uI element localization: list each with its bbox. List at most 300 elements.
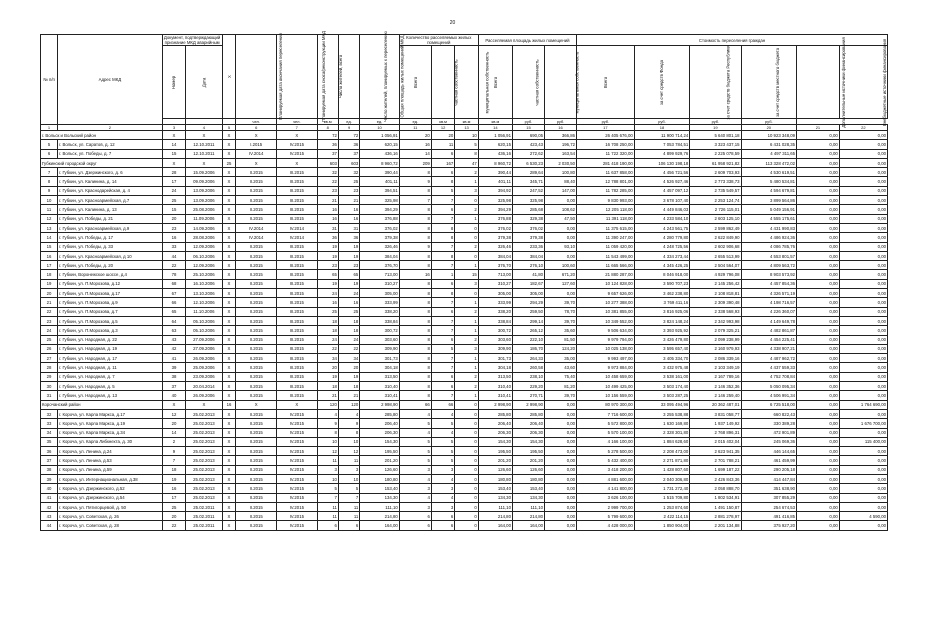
table-cell: 0,00 xyxy=(839,521,887,530)
table-cell: X xyxy=(222,484,236,493)
table-cell: 4 457 097,12 xyxy=(634,186,690,195)
table-row xyxy=(41,512,888,521)
table-cell: 32 xyxy=(317,168,338,177)
table-cell: 0,00 xyxy=(797,512,840,521)
header-total-area: Общая площадь жилых помещений МКД xyxy=(360,35,400,119)
table-cell: 0,00 xyxy=(545,512,577,521)
table-cell: 19 xyxy=(338,251,359,260)
table-cell: III.2015 xyxy=(276,391,317,400)
table-cell: 671,20 xyxy=(545,270,577,279)
table-cell: 4 594 679,81 xyxy=(741,186,797,195)
table-cell: 325,98 xyxy=(478,196,512,205)
table-cell: X xyxy=(236,131,277,140)
table-row xyxy=(41,168,888,177)
table-cell: II.2015 xyxy=(236,251,277,260)
table-cell: 19 xyxy=(338,279,359,288)
table-cell: 34 xyxy=(338,354,359,363)
table-cell: 3 678 107,40 xyxy=(634,196,690,205)
table-cell: 4 590,00 xyxy=(839,512,887,521)
address-cell: г. Короча, ул. Карла Маркса, д.17 xyxy=(58,409,163,418)
row-number: 14 xyxy=(41,233,58,242)
table-cell: 10 923 348,09 xyxy=(741,131,797,140)
table-row xyxy=(41,382,888,391)
table-cell: 1 xyxy=(431,270,454,279)
table-cell: 260,58 xyxy=(512,363,544,372)
table-cell: 7 xyxy=(431,354,454,363)
table-cell: 12 205 118,00 xyxy=(577,205,635,214)
table-cell: X xyxy=(222,233,236,242)
table-cell: II.2015 xyxy=(236,456,277,465)
table-cell: 4 506 991,34 xyxy=(741,391,797,400)
table-cell: X xyxy=(222,363,236,372)
table-cell: III.2015 xyxy=(276,354,317,363)
table-cell: 265,12 xyxy=(512,326,544,335)
unit-cell: руб. xyxy=(545,119,577,125)
table-cell: III.2015 xyxy=(276,270,317,279)
table-row xyxy=(41,363,888,372)
table-cell: 81,20 xyxy=(545,382,577,391)
table-cell: 1 xyxy=(455,391,478,400)
row-number: 20 xyxy=(41,289,58,298)
header-occupants: Число жителей, всего xyxy=(317,35,338,119)
table-cell: 4 428 000,00 xyxy=(577,521,635,530)
table-cell: 154,30 xyxy=(478,437,512,446)
table-cell: III.2015 xyxy=(276,251,317,260)
table-cell: 20 362 487,01 xyxy=(690,400,741,409)
group-total-row xyxy=(41,158,888,167)
table-cell: II.2015 xyxy=(236,409,277,418)
table-cell: 0,00 xyxy=(797,502,840,511)
table-cell: 3 590 707,23 xyxy=(634,279,690,288)
header-occupants-planned: Число жителей, планируемых к переселению xyxy=(338,35,359,119)
table-cell: 0,00 xyxy=(545,484,577,493)
table-cell: 7 053 784,51 xyxy=(634,140,690,149)
table-cell: II.2015 xyxy=(236,419,277,428)
unit-cell: руб. xyxy=(690,119,741,125)
table-cell: 31 xyxy=(338,223,359,232)
table-cell: III.2015 xyxy=(276,205,317,214)
table-cell: 24 xyxy=(162,186,185,195)
table-cell: 0 xyxy=(455,456,478,465)
table-cell: II.2015 xyxy=(236,326,277,335)
table-cell: 13.09.2006 xyxy=(186,196,222,205)
table-cell: 2 108 818,81 xyxy=(690,289,741,298)
table-cell: 0,00 xyxy=(797,279,840,288)
table-cell: 294,29 xyxy=(512,298,544,307)
table-cell: 4 xyxy=(399,474,431,483)
column-number: 16 xyxy=(545,125,577,131)
page-number: 20 xyxy=(449,20,456,26)
table-cell: 8 960,72 xyxy=(360,158,400,167)
header-address: Адрес МКД xyxy=(58,35,163,125)
header-cost-fund: за счет средств Фонда xyxy=(634,46,690,119)
table-row xyxy=(41,205,888,214)
table-cell: 305,00 xyxy=(478,289,512,298)
table-cell: 63 xyxy=(162,326,185,335)
table-cell: 206,40 xyxy=(360,419,400,428)
row-number: 43 xyxy=(41,512,58,521)
table-cell: 376,02 xyxy=(478,223,512,232)
table-cell: 134,30 xyxy=(478,493,512,502)
header-area-private: частная собственность xyxy=(512,46,544,119)
table-cell: 3 831 058,77 xyxy=(690,409,741,418)
table-cell: 37 xyxy=(317,149,338,158)
row-number: 12 xyxy=(41,214,58,223)
table-cell: 4 334 273,44 xyxy=(634,251,690,260)
address-cell: г. Короча, ул. Карла Маркса, д.34 xyxy=(58,428,163,437)
row-number: 23 xyxy=(41,316,58,325)
table-cell: 0,00 xyxy=(839,251,887,260)
address-cell: г. Губкин, ул. Народная, д. 13 xyxy=(58,391,163,400)
table-cell: 3 xyxy=(455,344,478,353)
table-cell: 7 xyxy=(431,326,454,335)
table-cell: 4 530 619,51 xyxy=(741,168,797,177)
table-cell: 16 xyxy=(162,484,185,493)
table-cell: 39 xyxy=(162,363,185,372)
table-cell: 1 xyxy=(455,326,478,335)
table-cell: 6 xyxy=(317,521,338,530)
table-cell: 164,00 xyxy=(478,521,512,530)
row-number: 30 xyxy=(41,382,58,391)
table-cell: X xyxy=(186,158,222,167)
table-cell: 16 xyxy=(162,233,185,242)
table-cell: 4 437 559,33 xyxy=(741,363,797,372)
table-cell: 0,00 xyxy=(797,298,840,307)
table-cell: 0 xyxy=(455,223,478,232)
table-cell: 603 xyxy=(338,158,359,167)
table-cell: 0,00 xyxy=(839,344,887,353)
table-cell: 0,00 xyxy=(797,270,840,279)
table-cell: X xyxy=(222,196,236,205)
table-cell: 20 xyxy=(338,363,359,372)
table-cell: 8 xyxy=(399,372,431,381)
table-cell: 0,00 xyxy=(839,233,887,242)
table-cell: 44 xyxy=(162,251,185,260)
table-cell: 0,00 xyxy=(797,391,840,400)
table-cell: 0 xyxy=(455,289,478,298)
table-cell: 4 226 360,07 xyxy=(741,307,797,316)
header-cost-region: за счет средств бюджета Республики xyxy=(690,46,741,119)
table-cell: X xyxy=(222,326,236,335)
table-cell: 5 xyxy=(338,484,359,493)
table-cell: X xyxy=(162,400,185,409)
table-cell: 5 480 534,81 xyxy=(741,177,797,186)
table-cell: 620,15 xyxy=(360,140,400,149)
row-number: 44 xyxy=(41,521,58,530)
table-cell: 0,00 xyxy=(839,186,887,195)
table-cell: 5 xyxy=(399,456,431,465)
address-cell: г. Короча, ул. Карла Либкнехта, д. 30 xyxy=(58,437,163,446)
table-cell: IV.2015 xyxy=(276,512,317,521)
table-cell: III.2015 xyxy=(276,382,317,391)
table-cell: 0,00 xyxy=(797,493,840,502)
table-cell: 0,00 xyxy=(839,261,887,270)
row-number: 7 xyxy=(41,168,58,177)
table-cell: 7 xyxy=(399,196,431,205)
table-cell: 2 599 862,49 xyxy=(690,223,741,232)
table-cell: 3 xyxy=(455,279,478,288)
table-cell: X xyxy=(222,437,236,446)
table-cell: 285,80 xyxy=(360,409,400,418)
unit-cell: руб. xyxy=(741,119,797,125)
table-cell: 2 225 078,59 xyxy=(690,149,741,158)
table-cell: 8 xyxy=(399,223,431,232)
table-cell: 201,20 xyxy=(478,456,512,465)
address-cell: г. Короча, ул. Советская, д. 28 xyxy=(58,521,163,530)
table-cell: 14 xyxy=(399,149,431,158)
table-cell: 16 xyxy=(317,214,338,223)
table-cell: 238,10 xyxy=(512,372,544,381)
table-cell: 2 768 896,31 xyxy=(690,428,741,437)
table-cell: 2 309 390,48 xyxy=(690,298,741,307)
table-cell: 4 198 716,57 xyxy=(741,298,797,307)
unit-cell: кв.м xyxy=(478,119,512,125)
header-doc-date: Дата xyxy=(186,46,222,119)
table-cell: 0,00 xyxy=(797,316,840,325)
table-cell: 0,00 xyxy=(797,409,840,418)
row-number: 32 xyxy=(41,409,58,418)
table-cell: 0,00 xyxy=(797,149,840,158)
address-cell: г. Короча, ул. Советская, д. 26 xyxy=(58,512,163,521)
table-cell: 20 xyxy=(162,512,185,521)
table-cell: X xyxy=(222,428,236,437)
table-cell: 21 xyxy=(317,391,338,400)
table-cell: 195,50 xyxy=(512,447,544,456)
table-cell: 7 xyxy=(431,298,454,307)
table-cell: 0,00 xyxy=(797,233,840,242)
table-cell: III.2015 xyxy=(276,186,317,195)
table-cell: 163,54 xyxy=(545,149,577,158)
table-cell: 10 458 659,00 xyxy=(577,372,635,381)
table-cell: 209 xyxy=(399,158,431,167)
table-cell: 36 xyxy=(338,140,359,149)
table-row xyxy=(41,391,888,400)
table-cell: 39,70 xyxy=(545,298,577,307)
table-cell: 66 xyxy=(399,400,431,409)
row-number: 16 xyxy=(41,251,58,260)
table-cell: 8 xyxy=(399,316,431,325)
column-number: 3 xyxy=(162,125,185,131)
table-cell: 25.02.2013 xyxy=(186,493,222,502)
table-cell: 0,00 xyxy=(839,335,887,344)
table-cell: 8 xyxy=(431,177,454,186)
table-cell: 201,20 xyxy=(360,456,400,465)
table-cell: 1 xyxy=(455,214,478,223)
table-cell: 4 899 929,76 xyxy=(634,149,690,158)
table-cell: II.2015 xyxy=(236,512,277,521)
table-cell: 2 253 124,74 xyxy=(690,196,741,205)
table-cell: 2 040 306,80 xyxy=(634,474,690,483)
table-cell: 180,80 xyxy=(360,474,400,483)
table-cell: 345,71 xyxy=(512,177,544,186)
table-cell: 4 166 100,00 xyxy=(577,437,635,446)
table-cell: 25.02.2013 xyxy=(186,409,222,418)
table-cell: 15 xyxy=(455,270,478,279)
table-cell: 21 xyxy=(338,196,359,205)
table-cell: 289,64 xyxy=(512,168,544,177)
table-cell: II.2015 xyxy=(236,316,277,325)
table-cell: II.2015 xyxy=(236,354,277,363)
row-number: 35 xyxy=(41,437,58,446)
table-cell: 8 xyxy=(399,289,431,298)
table-cell: 43 xyxy=(162,335,185,344)
column-number: 14 xyxy=(478,125,512,131)
table-cell: 4 345 426,25 xyxy=(634,261,690,270)
table-cell: II.2015 xyxy=(236,242,277,251)
table-cell: 245 069,36 xyxy=(741,437,797,446)
table-cell: 11 722 320,00 xyxy=(577,149,635,158)
table-cell: 6 xyxy=(431,372,454,381)
table-cell: 446 144,65 xyxy=(741,447,797,456)
table-cell: 26 405 676,00 xyxy=(577,131,635,140)
table-cell: IV.2015 xyxy=(276,456,317,465)
table-cell: 0,00 xyxy=(797,400,840,409)
table-cell: X xyxy=(222,223,236,232)
table-cell: 3 323 437,15 xyxy=(690,140,741,149)
table-cell: 126,60 xyxy=(512,465,544,474)
table-cell: 2 086 339,16 xyxy=(690,354,741,363)
table-cell: 4 xyxy=(431,474,454,483)
table-cell: 18 xyxy=(338,316,359,325)
table-cell: 0,00 xyxy=(797,131,840,140)
table-cell: 4 xyxy=(317,409,338,418)
table-cell: 7 xyxy=(431,261,454,270)
table-cell: 0,00 xyxy=(839,447,887,456)
address-cell: г. Губкин, ул. П.Морозова, д.3 xyxy=(58,326,163,335)
table-cell: 12 xyxy=(317,447,338,456)
table-cell: 1 699 187,22 xyxy=(690,465,741,474)
table-cell: 247,52 xyxy=(512,186,544,195)
table-cell: 0,00 xyxy=(839,289,887,298)
table-cell: 14 xyxy=(162,140,185,149)
table-cell: 42 xyxy=(162,344,185,353)
table-cell: 2 328 301,80 xyxy=(634,428,690,437)
table-cell: 310,41 xyxy=(360,391,400,400)
table-cell: 1 xyxy=(455,261,478,270)
table-cell: 310,27 xyxy=(478,279,512,288)
table-cell: 0,00 xyxy=(839,409,887,418)
table-cell: IV.2014 xyxy=(276,233,317,242)
table-cell: 20 xyxy=(399,131,431,140)
table-cell: 22 xyxy=(162,261,185,270)
table-cell: 8 xyxy=(399,205,431,214)
table-cell: 0,00 xyxy=(797,158,840,167)
table-cell: 11.09.2006 xyxy=(186,214,222,223)
table-cell: 147,00 xyxy=(545,186,577,195)
table-cell: 20 xyxy=(162,214,185,223)
table-cell: 0 xyxy=(455,447,478,456)
unit-cell: чел. xyxy=(276,119,317,125)
table-cell: 6 xyxy=(431,168,454,177)
table-cell: III.2015 xyxy=(276,177,317,186)
table-cell: 206,40 xyxy=(478,419,512,428)
address-cell: г. Губкин, ул. Победы, д. 33 xyxy=(58,242,163,251)
header-x: X xyxy=(222,35,236,119)
table-cell: 22 xyxy=(317,177,338,186)
table-cell: X xyxy=(222,409,236,418)
table-cell: III.2015 xyxy=(276,214,317,223)
table-cell: 0,00 xyxy=(839,465,887,474)
table-cell: 15 xyxy=(162,149,185,158)
table-cell: 0,00 xyxy=(839,391,887,400)
table-cell: 120 xyxy=(338,400,359,409)
table-cell: 285,80 xyxy=(512,409,544,418)
table-cell: 26.09.2006 xyxy=(186,391,222,400)
table-row xyxy=(41,465,888,474)
table-cell: 2 701 788,21 xyxy=(690,456,741,465)
table-cell: 11 059 420,00 xyxy=(577,242,635,251)
table-cell: 164,00 xyxy=(512,521,544,530)
table-cell: 3 418 200,00 xyxy=(577,465,635,474)
table-cell: 0,00 xyxy=(797,465,840,474)
row-number: 19 xyxy=(41,279,58,288)
table-cell: 3 xyxy=(431,484,454,493)
table-cell: 394,29 xyxy=(478,205,512,214)
table-cell: 0,00 xyxy=(797,372,840,381)
address-cell: г. Вольск, ул. Саратов, д. 12 xyxy=(58,140,163,149)
table-cell: X xyxy=(222,205,236,214)
table-cell: X xyxy=(222,261,236,270)
table-cell: IV.2014 xyxy=(236,233,277,242)
address-cell: г. Короча, ул. Дзержинского, д.54 xyxy=(58,493,163,502)
table-cell: 6 xyxy=(399,521,431,530)
table-cell: 423,43 xyxy=(512,140,544,149)
table-cell: 0 xyxy=(455,428,478,437)
table-cell: 0 xyxy=(455,251,478,260)
table-cell: 206,30 xyxy=(512,428,544,437)
table-cell: 11 665 566,00 xyxy=(577,261,635,270)
table-cell: 8 xyxy=(399,233,431,242)
table-cell: 106 130 198,18 xyxy=(634,158,690,167)
table-cell: 2 422 114,15 xyxy=(634,512,690,521)
table-cell: II.2015 xyxy=(236,214,277,223)
column-number: 9 xyxy=(338,125,359,131)
table-cell: 5 572 800,00 xyxy=(577,419,635,428)
table-cell: 11.10.2006 xyxy=(186,307,222,316)
header-doc-group: Документ, подтверждающий признание МКД аварийным xyxy=(163,35,221,45)
table-cell: 5 xyxy=(399,419,431,428)
table-cell: 0,00 xyxy=(839,484,887,493)
table-cell: 11 xyxy=(317,502,338,511)
table-cell: II.2015 xyxy=(236,502,277,511)
table-cell: 66 xyxy=(431,400,454,409)
table-cell: 0,00 xyxy=(797,242,840,251)
unit-cell: руб. xyxy=(512,119,544,125)
table-row xyxy=(41,419,888,428)
table-cell: 5 432 400,00 xyxy=(577,456,635,465)
table-cell: 299,14 xyxy=(512,316,544,325)
table-row xyxy=(41,140,888,149)
table-cell: 1 802 534,91 xyxy=(690,493,741,502)
table-cell: 5 278 500,00 xyxy=(577,447,635,456)
address-cell: г. Короча, ул. Дзержинского, д.52 xyxy=(58,484,163,493)
table-cell: 0,00 xyxy=(839,372,887,381)
table-row xyxy=(41,223,888,232)
table-cell: X xyxy=(222,279,236,288)
column-number: 17 xyxy=(577,125,635,131)
table-cell: 36 xyxy=(317,140,338,149)
table-cell: 65 xyxy=(162,307,185,316)
address-cell: г. Короча, ул. Ленина, д.59 xyxy=(58,465,163,474)
table-cell: 310,41 xyxy=(478,391,512,400)
table-cell: 2 881 278,97 xyxy=(690,512,741,521)
table-cell: 0,00 xyxy=(545,289,577,298)
table-cell: II.2015 xyxy=(236,186,277,195)
table-cell: 38 xyxy=(162,372,185,381)
table-cell: 0,00 xyxy=(797,205,840,214)
table-cell: 0,00 xyxy=(797,214,840,223)
table-cell: 2 655 513,99 xyxy=(690,251,741,260)
